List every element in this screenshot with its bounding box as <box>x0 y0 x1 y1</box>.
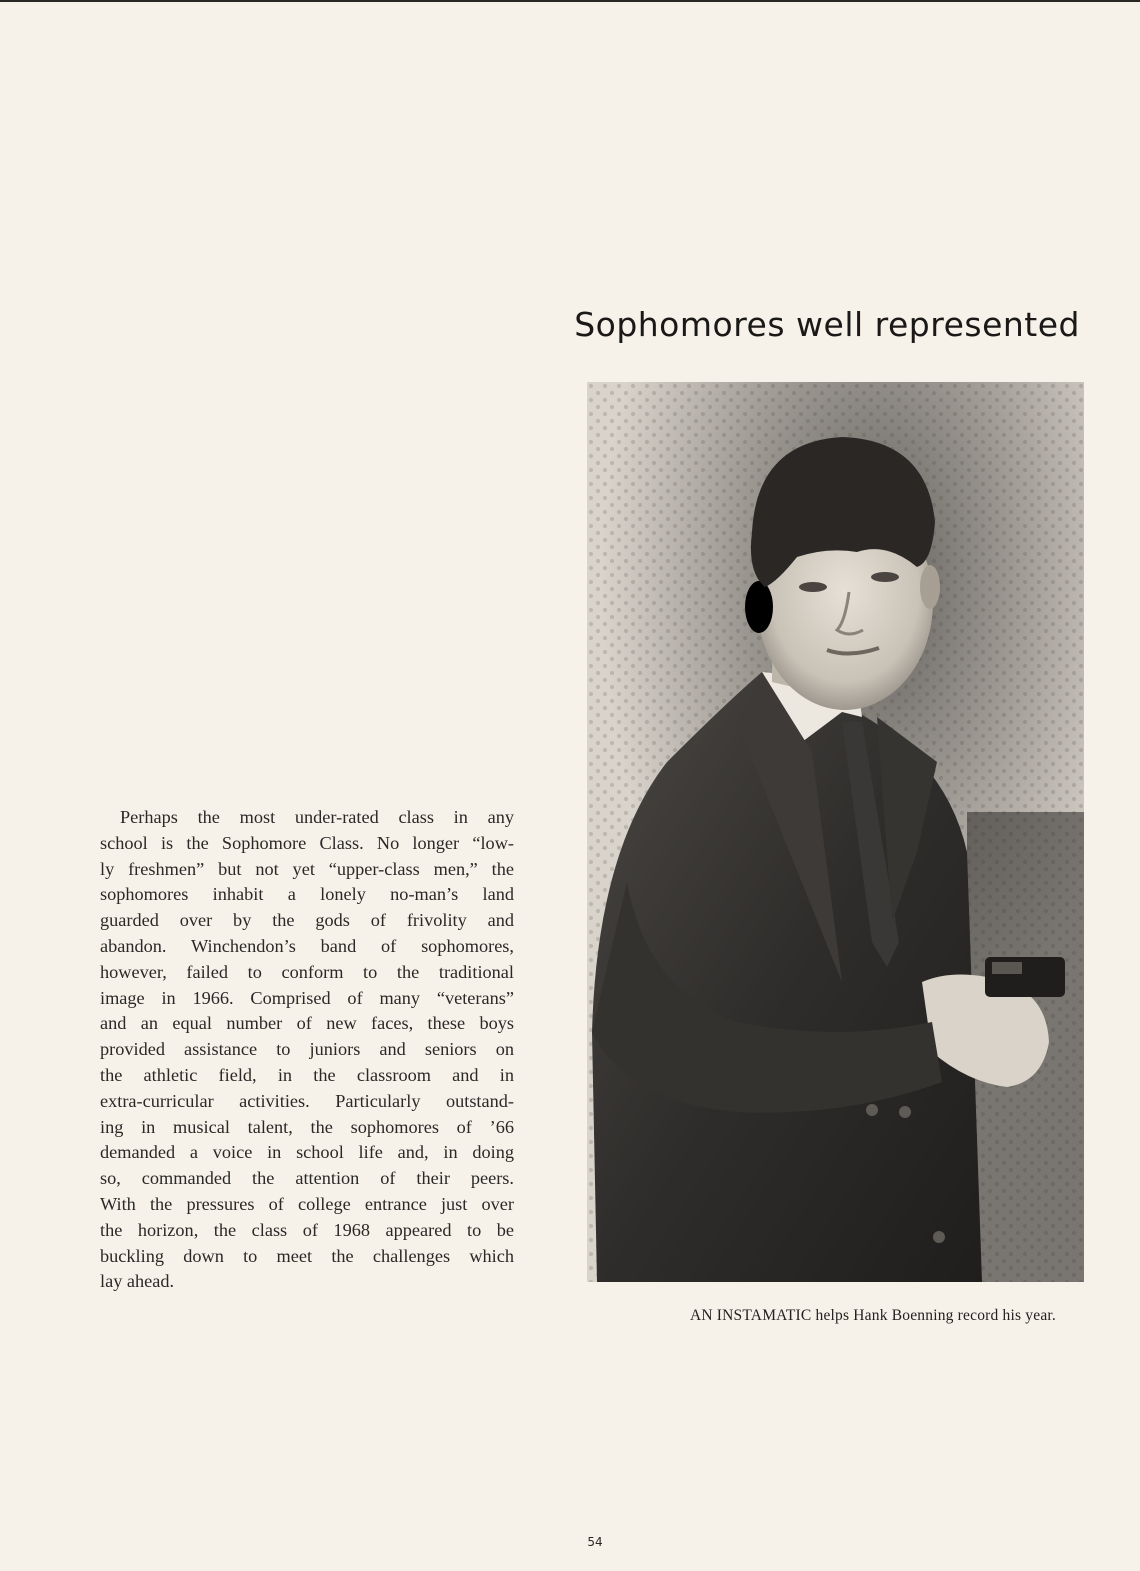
article-line: With the pressures of college entrance just over <box>100 1193 514 1214</box>
article-line: lay ahead. <box>100 1271 175 1292</box>
article-line: ing in musical talent, the sophomores of ’66 <box>100 1116 514 1137</box>
article-line: school is the Sophomore Class. No longer “low- <box>100 832 514 853</box>
article-line: demanded a voice in school life and, in doing <box>100 1142 514 1163</box>
article-line: the athletic field, in the classroom and in <box>100 1064 514 1085</box>
article-line: provided assistance to juniors and seniors on <box>100 1039 514 1060</box>
article-line: and an equal number of new faces, these boys <box>100 1013 514 1034</box>
article-line: however, failed to conform to the traditional <box>100 961 514 982</box>
article-line: abandon. Winchendon’s band of sophomores, <box>100 935 514 956</box>
article-line: extra-curricular activities. Particularly outstand- <box>100 1090 514 1111</box>
student-photo <box>587 382 1084 1282</box>
article-line: ly freshmen” but not yet “upper-class men,” the <box>100 858 514 879</box>
page-top-rule <box>0 0 1140 2</box>
page-title: Sophomores well represented <box>574 305 1080 344</box>
article-line: buckling down to meet the challenges which <box>100 1245 514 1266</box>
article-line: Perhaps the most under-rated class in any <box>120 807 514 827</box>
photo-caption: AN INSTAMATIC helps Hank Boenning record his year. <box>689 1307 1056 1324</box>
article-line: image in 1966. Comprised of many “veterans” <box>100 987 514 1008</box>
article-line: guarded over by the gods of frivolity and <box>100 910 514 931</box>
article-line: the horizon, the class of 1968 appeared to be <box>100 1219 514 1240</box>
page-number: 54 <box>587 1535 603 1549</box>
article-body <box>100 805 514 1295</box>
article-line: so, commanded the attention of their peers. <box>100 1168 514 1189</box>
article-line: sophomores inhabit a lonely no-man’s land <box>100 884 514 905</box>
